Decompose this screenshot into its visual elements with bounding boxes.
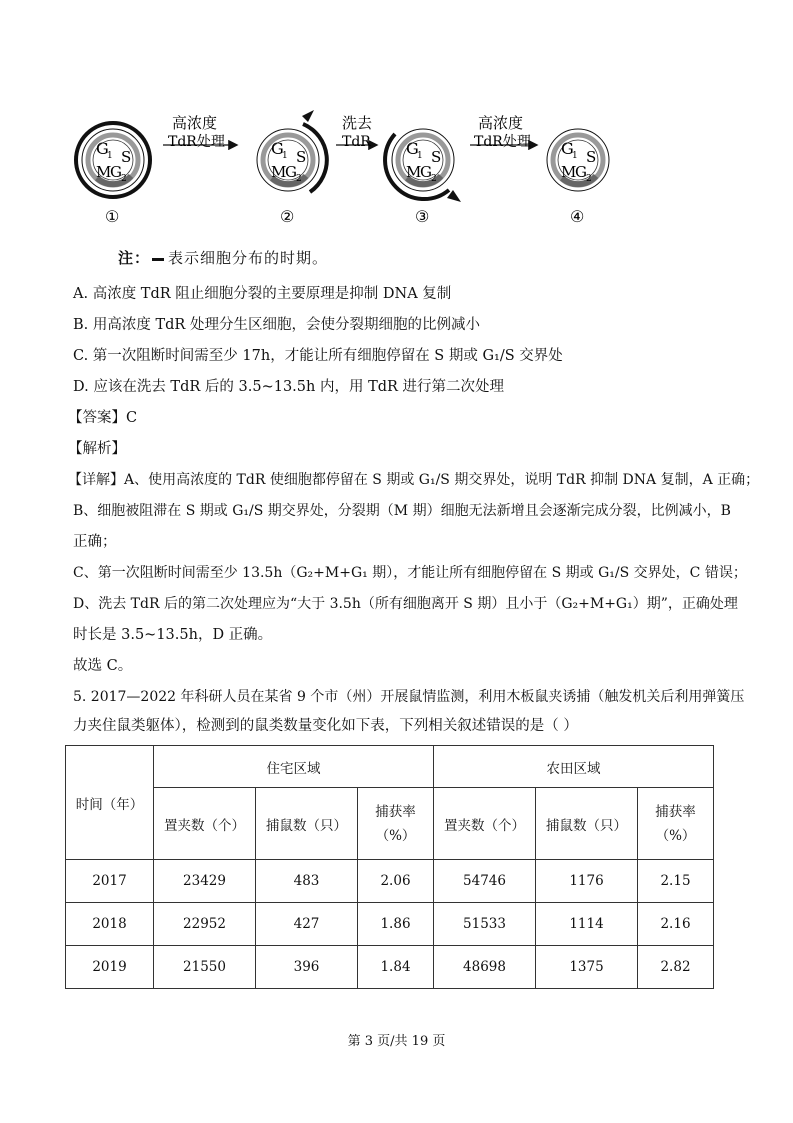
svg-text:2: 2: [431, 174, 437, 184]
detail-line-6: 时长是 3.5~13.5h，D 正确。: [73, 627, 273, 643]
svg-text:G: G: [420, 163, 432, 181]
residential-header: 住宅区域: [154, 746, 434, 788]
table-row: 2018 22952 427 1.86 51533 1114 2.16: [66, 903, 714, 946]
svg-text:S: S: [121, 148, 132, 166]
svg-text:1: 1: [107, 151, 113, 161]
svg-text:高浓度: 高浓度: [478, 114, 524, 132]
analysis-label: 【解析】: [68, 441, 126, 457]
cycle-2: [257, 110, 327, 192]
svg-text:M: M: [96, 163, 112, 181]
sub-header: 置夹数（个）: [434, 788, 536, 860]
detail-line-5: D、洗去 TdR 后的第二次处理应为“大于 3.5h（所有细胞离开 S 期）且小于（G₂+M+G₁）期”，正确处理: [73, 596, 738, 612]
question-5-line-2: 力夹住鼠类躯体），检测到的鼠类数量变化如下表，下列相关叙述错误的是（ ）: [73, 718, 578, 734]
cycle-1: [76, 123, 150, 197]
svg-text:TdR处理: TdR处理: [168, 134, 225, 150]
cycle-3: [385, 129, 461, 202]
svg-text:2: 2: [121, 174, 127, 184]
caption-2: ②: [280, 207, 295, 226]
svg-text:S: S: [296, 148, 307, 166]
svg-text:TdR: TdR: [342, 134, 371, 150]
detail-line-7: 故选 C。: [73, 658, 133, 674]
svg-text:S: S: [431, 148, 442, 166]
svg-text:G: G: [285, 163, 297, 181]
detail-line-4: C、第一次阻断时间需至少 13.5h（G₂+M+G₁ 期），才能让所有细胞停留在 S 期或 G₁/S 交界处，C 错误；: [73, 565, 747, 581]
caption-3: ③: [415, 207, 430, 226]
svg-text:S: S: [586, 148, 597, 166]
option-a: A. 高浓度 TdR 阻止细胞分裂的主要原理是抑制 DNA 复制: [73, 286, 452, 302]
svg-text:2: 2: [296, 174, 302, 184]
svg-text:1: 1: [572, 151, 578, 161]
svg-text:G: G: [575, 163, 587, 181]
svg-text:G: G: [271, 139, 284, 158]
figure-note: [118, 247, 328, 268]
sub-header: 捕鼠数（只）: [536, 788, 638, 860]
svg-text:G: G: [406, 139, 419, 158]
table-row: 2017 23429 483 2.06 54746 1176 2.15: [66, 860, 714, 903]
note-prefix: 注：: [118, 249, 151, 267]
svg-text:1: 1: [417, 151, 423, 161]
svg-text:G: G: [561, 139, 574, 158]
sub-header: 捕鼠数（只）: [256, 788, 358, 860]
answer: 【答案】C: [68, 410, 138, 426]
sub-header: 捕获率（%）: [358, 788, 434, 860]
svg-text:G: G: [96, 139, 109, 158]
svg-text:TdR处理: TdR处理: [474, 134, 531, 150]
question-5-line-1: 5. 2017—2022 年科研人员在某省 9 个市（州）开展鼠情监测，利用木板鼠夹诱捕（触发机关后利用弹簧压: [73, 689, 745, 705]
time-header: 时间（年）: [66, 746, 154, 860]
cycle-4: [547, 129, 609, 191]
svg-text:高浓度: 高浓度: [172, 114, 218, 132]
svg-text:1: 1: [282, 151, 288, 161]
option-c: C. 第一次阻断时间需至少 17h，才能让所有细胞停留在 S 期或 G₁/S 交界处: [73, 348, 563, 364]
table-row: 2019 21550 396 1.84 48698 1375 2.82: [66, 946, 714, 989]
legend-dash: [152, 258, 164, 261]
option-b: B. 用高浓度 TdR 处理分生区细胞，会使分裂期细胞的比例减小: [73, 317, 480, 333]
svg-text:2: 2: [586, 174, 592, 184]
sub-header: 捕获率（%）: [638, 788, 714, 860]
detail-line-1: 【详解】A、使用高浓度的 TdR 使细胞都停留在 S 期或 G₁/S 期交界处，说明 TdR 抑制 DNA 复制，A 正确；: [68, 472, 760, 488]
caption-4: ④: [570, 207, 585, 226]
svg-text:洗去: 洗去: [342, 114, 373, 132]
detail-line-3: 正确；: [73, 534, 117, 550]
cell-cycle-diagram: [68, 100, 628, 235]
page-footer: 第 3 页/共 19 页: [347, 1034, 446, 1049]
detail-line-2: B、细胞被阻滞在 S 期或 G₁/S 期交界处，分裂期（M 期）细胞无法新增且会逐渐完成分裂，比例减小，B: [73, 503, 731, 519]
svg-text:M: M: [561, 163, 577, 181]
svg-text:G: G: [110, 163, 122, 181]
farmland-header: 农田区域: [434, 746, 714, 788]
sub-header: 置夹数（个）: [154, 788, 256, 860]
option-d: D. 应该在洗去 TdR 后的 3.5~13.5h 内，用 TdR 进行第二次处理: [73, 379, 505, 395]
note-text: 表示细胞分布的时期。: [168, 249, 329, 267]
svg-text:M: M: [406, 163, 422, 181]
caption-1: ①: [105, 207, 120, 226]
svg-text:M: M: [271, 163, 287, 181]
rodent-data-table: [65, 745, 714, 989]
cell-cycle-figure: [68, 100, 628, 235]
